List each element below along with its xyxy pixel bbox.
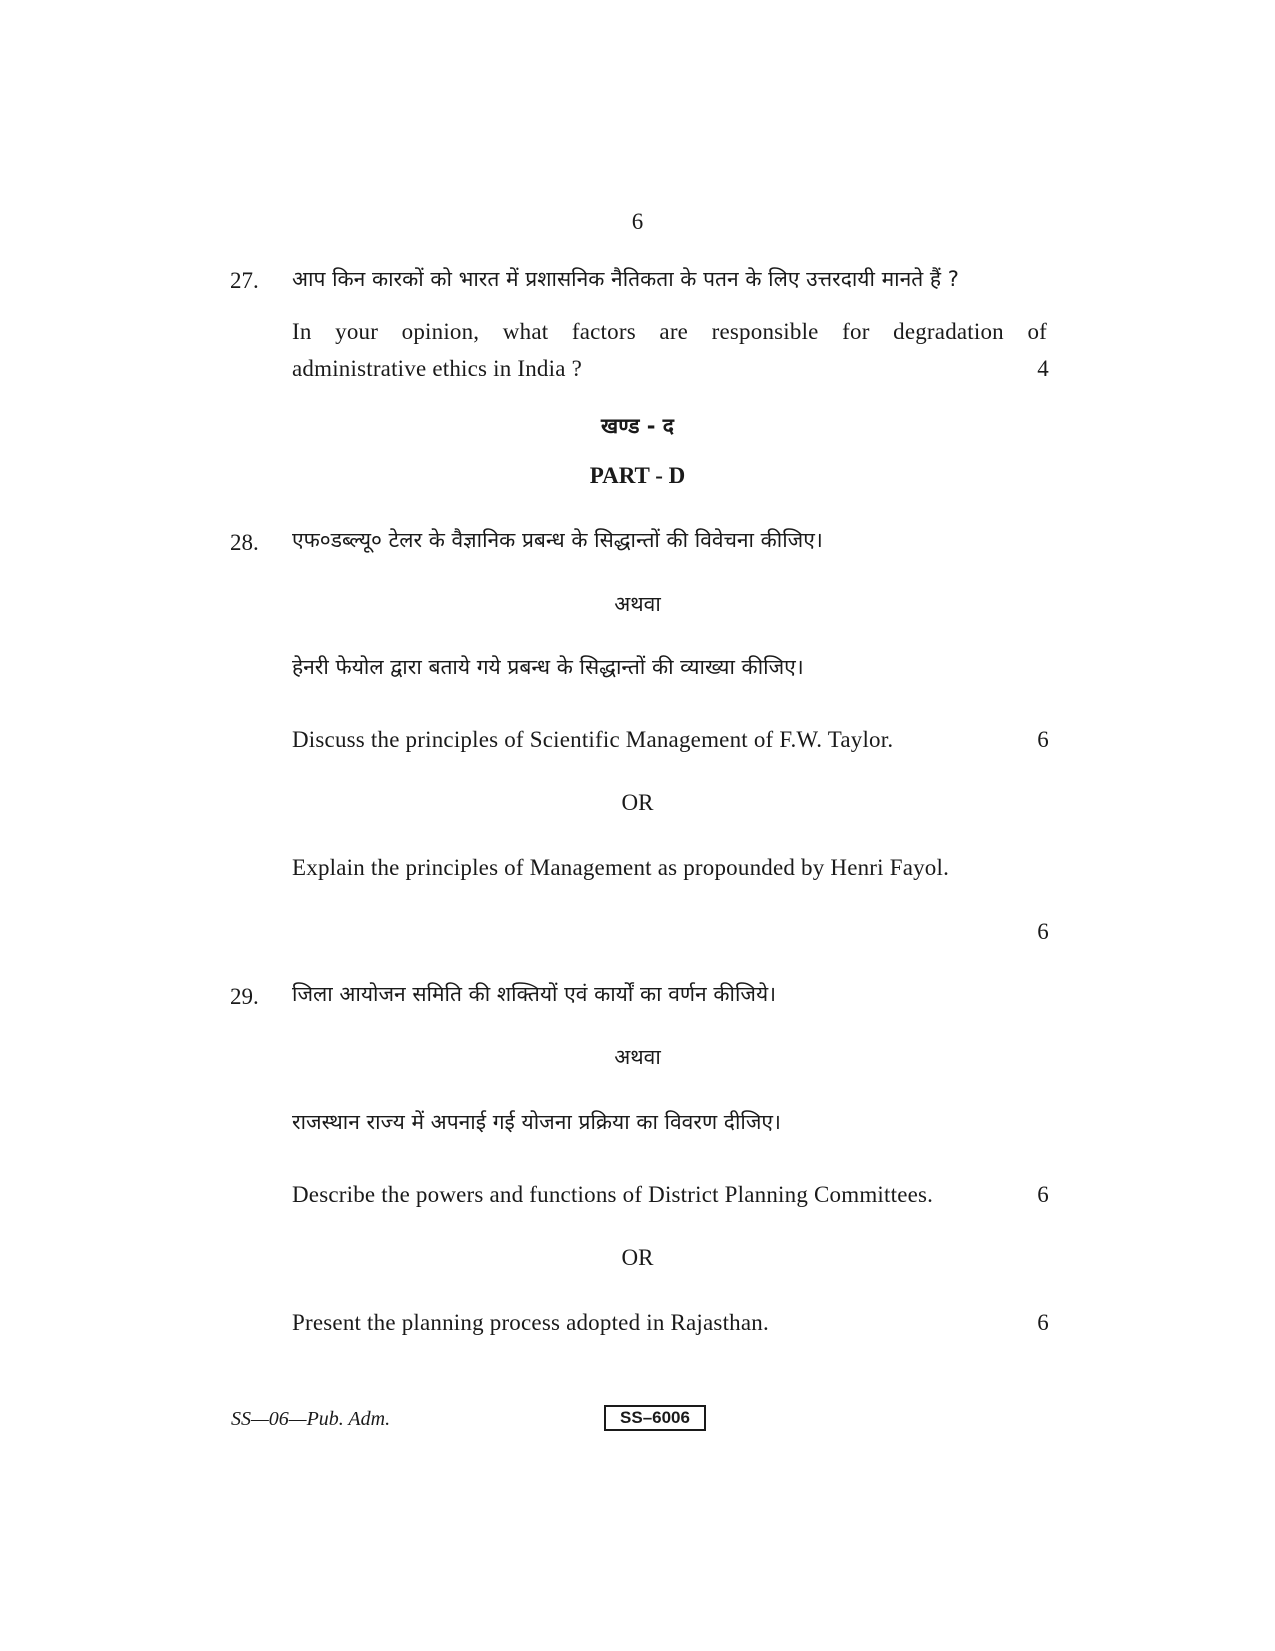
question-29-hindi-a: जिला आयोजन समिति की शक्तियों एवं कार्यों का वर्णन कीजिये। [292,982,777,1006]
page-number: 6 [631,209,644,234]
part-d-hindi-heading: खण्ड - द [601,414,674,438]
question-28-hindi-or: अथवा [614,592,661,616]
question-28-marks-b: 6 [1037,919,1049,944]
question-29-english-b: Present the planning process adopted in Rajasthan. [292,1310,769,1335]
question-27-hindi: आप किन कारकों को भारत में प्रशासनिक नैतिकता के पतन के लिए उत्तरदायी मानते हैं ? [292,267,959,291]
question-29-marks-b: 6 [1037,1310,1049,1335]
question-28-hindi-a: एफ०डब्ल्यू० टेलर के वैज्ञानिक प्रबन्ध के सिद्धान्तों की विवेचना कीजिए। [292,528,823,552]
question-27-english-line1: In your opinion, what factors are responsible for degradation of [292,319,1047,344]
question-29-hindi-or: अथवा [614,1045,661,1069]
question-29-number: 29. [230,984,259,1009]
question-28-english-or: OR [621,790,654,815]
footer-paper-code: SS–6006 [604,1405,706,1431]
question-29-english-or: OR [621,1245,654,1270]
question-28-marks-a: 6 [1037,727,1049,752]
question-27-english-line2: administrative ethics in India ? [292,356,582,381]
question-29-hindi-b: राजस्थान राज्य में अपनाई गई योजना प्रक्रिया का विवरण दीजिए। [292,1110,781,1134]
question-28-hindi-b: हेनरी फेयोल द्वारा बताये गये प्रबन्ध के सिद्धान्तों की व्याख्या कीजिए। [292,655,804,679]
question-29-english-a: Describe the powers and functions of District Planning Committees. [292,1182,934,1207]
part-d-english-heading: PART - D [589,463,686,488]
question-29-marks-a: 6 [1037,1182,1049,1207]
footer-subject-code: SS—06—Pub. Adm. [231,1408,391,1430]
question-28-english-b: Explain the principles of Management as propounded by Henri Fayol. [292,855,950,880]
question-27-number: 27. [230,268,259,293]
question-28-english-a: Discuss the principles of Scientific Management of F.W. Taylor. [292,727,894,752]
question-28-number: 28. [230,530,259,555]
question-27-marks: 4 [1037,356,1049,381]
